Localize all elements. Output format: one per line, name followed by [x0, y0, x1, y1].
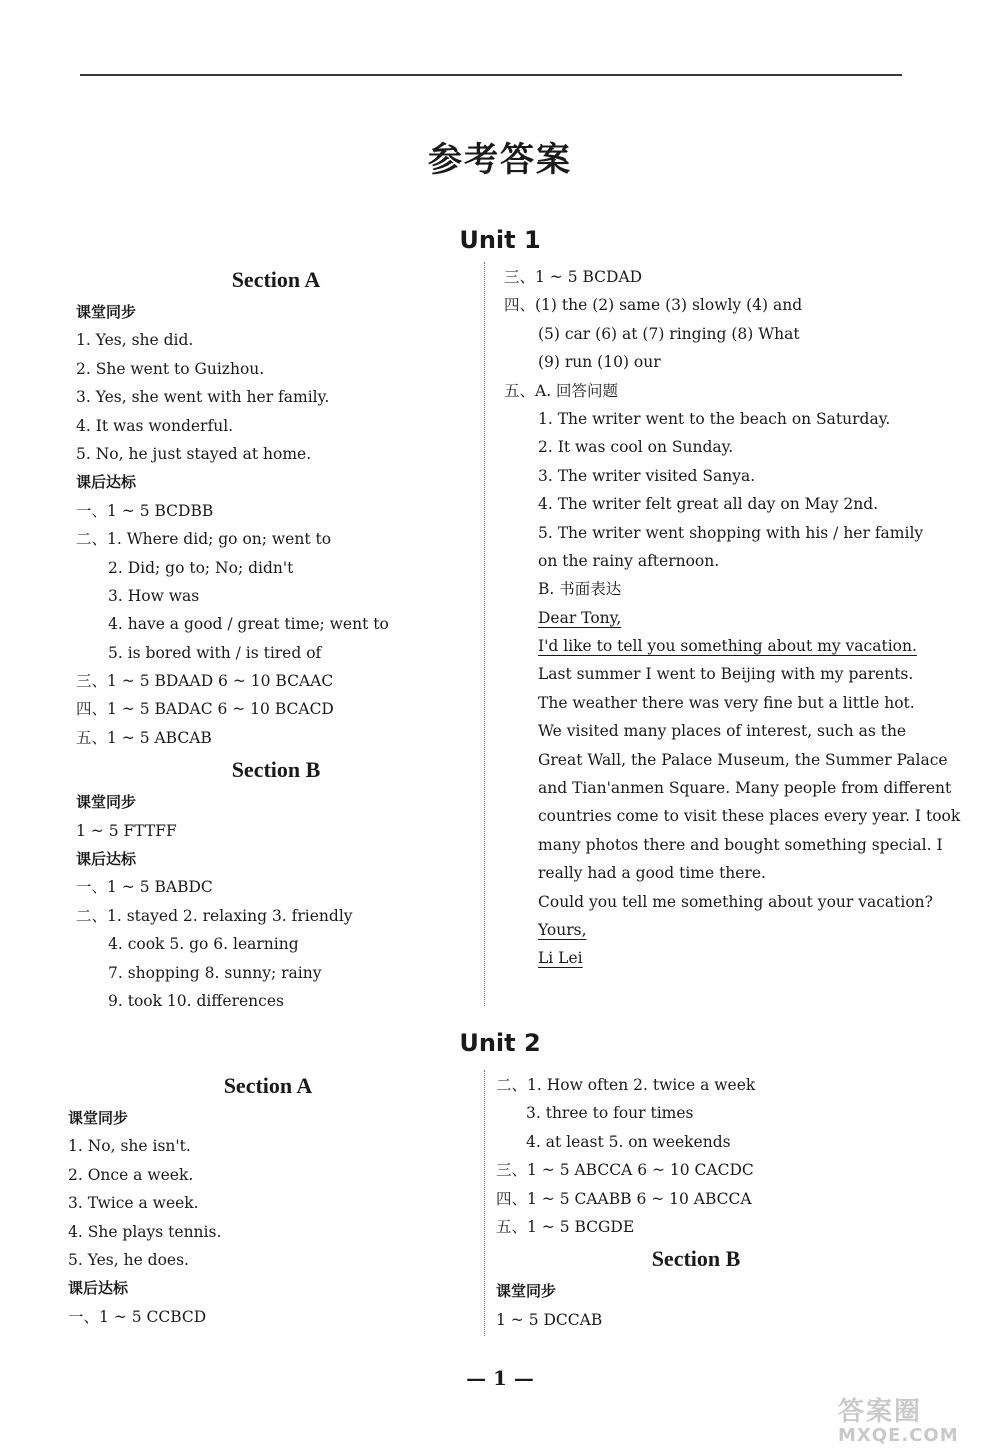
answer-line: 三、1 ~ 5 BCDAD — [504, 268, 643, 286]
section-heading: Section A — [231, 267, 321, 292]
page-title: 参考答案 — [428, 140, 572, 180]
answer-line: 一、1 ~ 5 CCBCD — [68, 1307, 207, 1326]
answer-line: 5. Yes, he does. — [68, 1250, 189, 1269]
answer-line: 5. No, he just stayed at home. — [76, 444, 312, 463]
subsection-label: 课堂同步 — [496, 1282, 557, 1301]
answer-line: 4. It was wonderful. — [76, 416, 234, 435]
answer-line: 四、1 ~ 5 BADAC 6 ~ 10 BCACD — [76, 700, 334, 719]
answer-line: 4. cook 5. go 6. learning — [108, 935, 299, 954]
answer-line: 四、1 ~ 5 CAABB 6 ~ 10 ABCCA — [496, 1189, 752, 1208]
answer-line: 三、1 ~ 5 ABCCA 6 ~ 10 CACDC — [496, 1161, 754, 1180]
unit-2-right-column — [496, 1071, 896, 1334]
answer-line: really had a good time there. — [538, 864, 766, 883]
answer-line: 四、(1) the (2) same (3) slowly (4) and — [504, 296, 803, 315]
answer-line: countries come to visit these places every year. I took — [538, 807, 961, 826]
answer-line: 1 ~ 5 DCCAB — [496, 1310, 603, 1329]
answer-line: 9. took 10. differences — [108, 991, 284, 1010]
answer-line: 3. Twice a week. — [68, 1194, 199, 1213]
answer-line: We visited many places of interest, such as the — [538, 722, 907, 741]
answer-line: 4. have a good / great time; went to — [108, 615, 389, 634]
answer-line: 5. The writer went shopping with his / her family — [538, 523, 924, 542]
unit-1-left-column — [76, 262, 476, 1015]
answer-line: 五、1 ~ 5 ABCAB — [76, 728, 212, 747]
subsection-label: 课后达标 — [76, 473, 137, 492]
answer-line: 一、1 ~ 5 BABDC — [76, 878, 213, 897]
subsection-label: 课堂同步 — [68, 1109, 129, 1127]
unit-2-left-column — [68, 1068, 468, 1331]
answer-line: 2. It was cool on Sunday. — [538, 438, 734, 457]
answer-line: 1. Yes, she did. — [76, 331, 194, 350]
unit-2-title: Unit 2 — [459, 1029, 541, 1057]
answer-line: 二、1. How often 2. twice a week — [496, 1076, 756, 1094]
unit-1-right-column — [504, 263, 961, 973]
section-heading: Section B — [231, 757, 321, 783]
answer-line: 5. is bored with / is tired of — [108, 643, 322, 662]
answer-line: 7. shopping 8. sunny; rainy — [108, 963, 322, 982]
watermark-logo — [838, 1398, 988, 1448]
answer-line: (5) car (6) at (7) ringing (8) What — [538, 324, 800, 343]
answer-line: 三、1 ~ 5 BDAAD 6 ~ 10 BCAAC — [76, 672, 334, 691]
answer-line: 4. The writer felt great all day on May 2nd. — [538, 495, 879, 514]
answer-line: 五、A. 回答问题 — [504, 381, 619, 400]
answer-line: 3. How was — [108, 586, 200, 605]
top-rule — [80, 74, 902, 76]
answer-line: Could you tell me something about your vacation? — [538, 892, 933, 911]
subsection-label: 课后达标 — [68, 1279, 129, 1298]
answer-line: Li Lei — [538, 949, 583, 968]
answer-line: on the rainy afternoon. — [538, 551, 720, 570]
answer-line: 3. The writer visited Sanya. — [538, 466, 756, 485]
subsection-label: 课堂同步 — [76, 793, 137, 812]
answer-line: 五、1 ~ 5 BCGDE — [496, 1217, 635, 1236]
page-number: — 1 — — [466, 1366, 534, 1390]
answer-line: Yours, — [538, 920, 587, 939]
answer-line: 一、1 ~ 5 BCDBB — [76, 501, 214, 520]
answer-line: 3. Yes, she went with her family. — [76, 388, 330, 407]
subsection-label: 课后达标 — [76, 850, 137, 869]
answer-line: 4. She plays tennis. — [68, 1222, 222, 1241]
answer-line: 1. No, she isn't. — [68, 1137, 191, 1156]
answer-line: many photos there and bought something special. I — [538, 835, 943, 854]
column-divider — [484, 262, 485, 1006]
answer-line: and Tian'anmen Square. Many people from different — [538, 779, 952, 798]
section-heading: Section A — [223, 1073, 313, 1098]
section-heading: Section B — [651, 1246, 741, 1272]
subsection-label: 课堂同步 — [76, 303, 137, 321]
answer-line: 2. Did; go to; No; didn't — [108, 558, 294, 577]
answer-line: Dear Tony, — [538, 608, 622, 627]
watermark-bottom-text: MXQE.COM — [838, 1425, 959, 1446]
answer-line: 3. three to four times — [526, 1104, 694, 1123]
answer-line: Last summer I went to Beijing with my parents. — [538, 665, 914, 684]
answer-line: 4. at least 5. on weekends — [526, 1132, 731, 1151]
unit-1-title: Unit 1 — [459, 226, 541, 254]
answer-line: B. 书面表达 — [538, 580, 622, 599]
answer-line: 2. She went to Guizhou. — [76, 359, 265, 378]
answer-line: The weather there was very fine but a little hot. — [538, 693, 915, 712]
answer-line: 1. The writer went to the beach on Saturday. — [538, 409, 891, 428]
answer-line: 二、1. stayed 2. relaxing 3. friendly — [76, 906, 353, 925]
watermark-top-text: 答案圈 — [838, 1397, 923, 1427]
column-divider — [484, 1070, 485, 1336]
answer-line: 1 ~ 5 FTTFF — [76, 821, 177, 840]
answer-line: 2. Once a week. — [68, 1165, 194, 1184]
answer-line: 二、1. Where did; go on; went to — [76, 530, 332, 549]
answer-line: (9) run (10) our — [538, 353, 661, 372]
answer-line: Great Wall, the Palace Museum, the Summer Palace — [538, 750, 948, 769]
answer-line: I'd like to tell you something about my vacation. — [538, 637, 917, 656]
